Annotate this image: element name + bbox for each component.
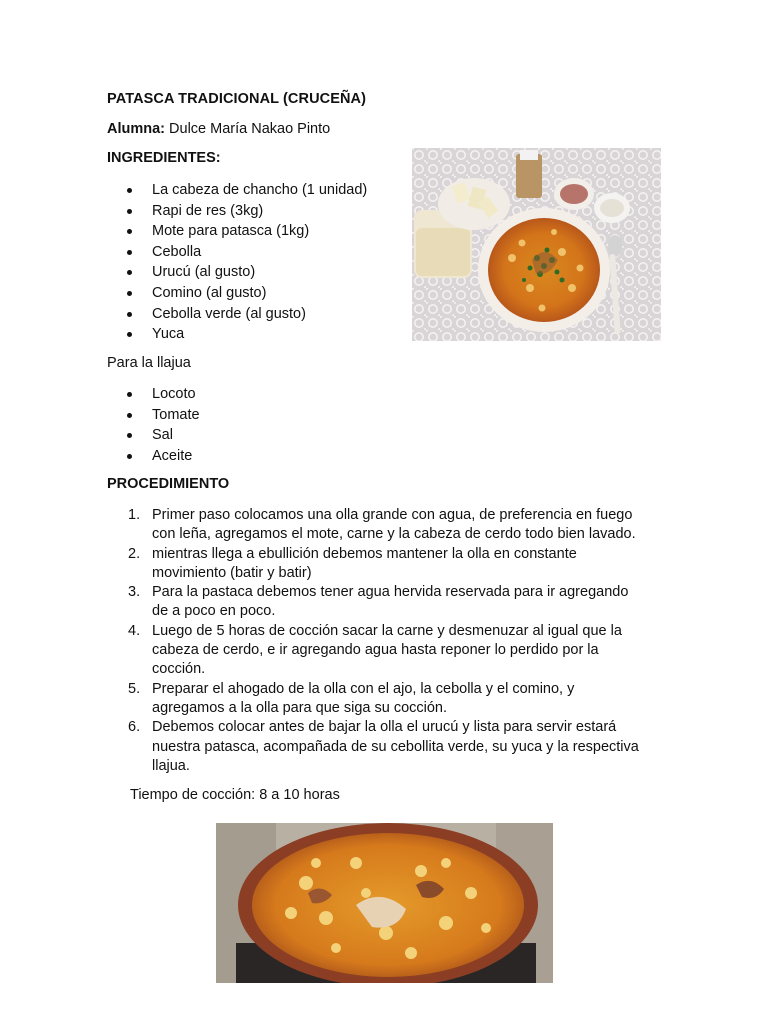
step-number: 4. xyxy=(128,622,141,639)
patasca-pot-photo xyxy=(216,823,553,983)
step-item xyxy=(107,680,667,719)
student-name: Dulce María Nakao Pinto xyxy=(169,121,331,137)
step-line: Preparar el ahogado de la olla con el ajo, la cebolla y el comino, y xyxy=(152,680,575,697)
list-item: Yuca xyxy=(130,324,367,345)
list-item: Cebolla xyxy=(130,242,367,263)
ingredients-heading: INGREDIENTES: xyxy=(107,150,221,166)
step-number: 5. xyxy=(128,680,141,697)
procedure-steps xyxy=(107,506,667,776)
step-line: Debemos colocar antes de bajar la olla el urucú y lista para servir estará xyxy=(152,719,617,736)
student-line xyxy=(107,121,330,137)
step-line: con leña, agregamos el mote, carne y la cabeza de cerdo todo bien lavado. xyxy=(152,526,636,543)
list-item: Mote para patasca (1kg) xyxy=(130,221,367,242)
step-item xyxy=(107,545,667,584)
step-item xyxy=(107,583,667,622)
step-item xyxy=(107,718,667,776)
list-item: Rapi de res (3kg) xyxy=(130,201,367,222)
step-number: 6. xyxy=(128,719,141,736)
list-item: Urucú (al gusto) xyxy=(130,262,367,283)
step-line: cocción. xyxy=(152,661,206,678)
llajua-list xyxy=(130,384,200,466)
step-line: llajua. xyxy=(152,757,190,774)
step-line: agregamos a la olla para que siga su cocción. xyxy=(152,699,448,716)
student-label: Alumna: xyxy=(107,121,165,137)
list-item: Sal xyxy=(130,425,200,446)
step-line: cabeza de cerdo, e ir agregando agua hasta reponer lo perdido por la xyxy=(152,642,599,659)
step-number: 3. xyxy=(128,584,141,601)
llajua-heading: Para la llajua xyxy=(107,355,191,371)
list-item: Comino (al gusto) xyxy=(130,283,367,304)
step-line: nuestra patasca, acompañada de su cebollita verde, su yuca y la respectiva xyxy=(152,738,639,755)
cooking-time: Tiempo de cocción: 8 a 10 horas xyxy=(130,787,340,803)
procedure-heading: PROCEDIMIENTO xyxy=(107,476,230,492)
recipe-title: PATASCA TRADICIONAL (CRUCEÑA) xyxy=(107,91,367,107)
list-item: Aceite xyxy=(130,446,200,467)
step-number: 1. xyxy=(128,507,141,523)
step-line: mientras llega a ebullición debemos mantener la olla en constante xyxy=(152,545,577,562)
step-line: Luego de 5 horas de cocción sacar la carne y desmenuzar al igual que la xyxy=(152,622,622,639)
step-number: 2. xyxy=(128,545,141,562)
list-item: Tomate xyxy=(130,405,200,426)
step-item xyxy=(107,622,667,680)
list-item: La cabeza de chancho (1 unidad) xyxy=(130,180,367,201)
step-line: de a poco en poco. xyxy=(152,603,276,620)
list-item: Cebolla verde (al gusto) xyxy=(130,304,367,325)
step-item xyxy=(107,506,667,545)
list-item: Locoto xyxy=(130,384,200,405)
ingredients-list xyxy=(130,180,367,345)
patasca-plate-photo xyxy=(412,148,661,341)
step-line: movimiento (batir y batir) xyxy=(152,564,312,581)
step-line: Primer paso colocamos una olla grande con agua, de preferencia en fuego xyxy=(152,507,633,523)
step-line: Para la pastaca debemos tener agua hervida reservada para ir agregando xyxy=(152,584,629,601)
